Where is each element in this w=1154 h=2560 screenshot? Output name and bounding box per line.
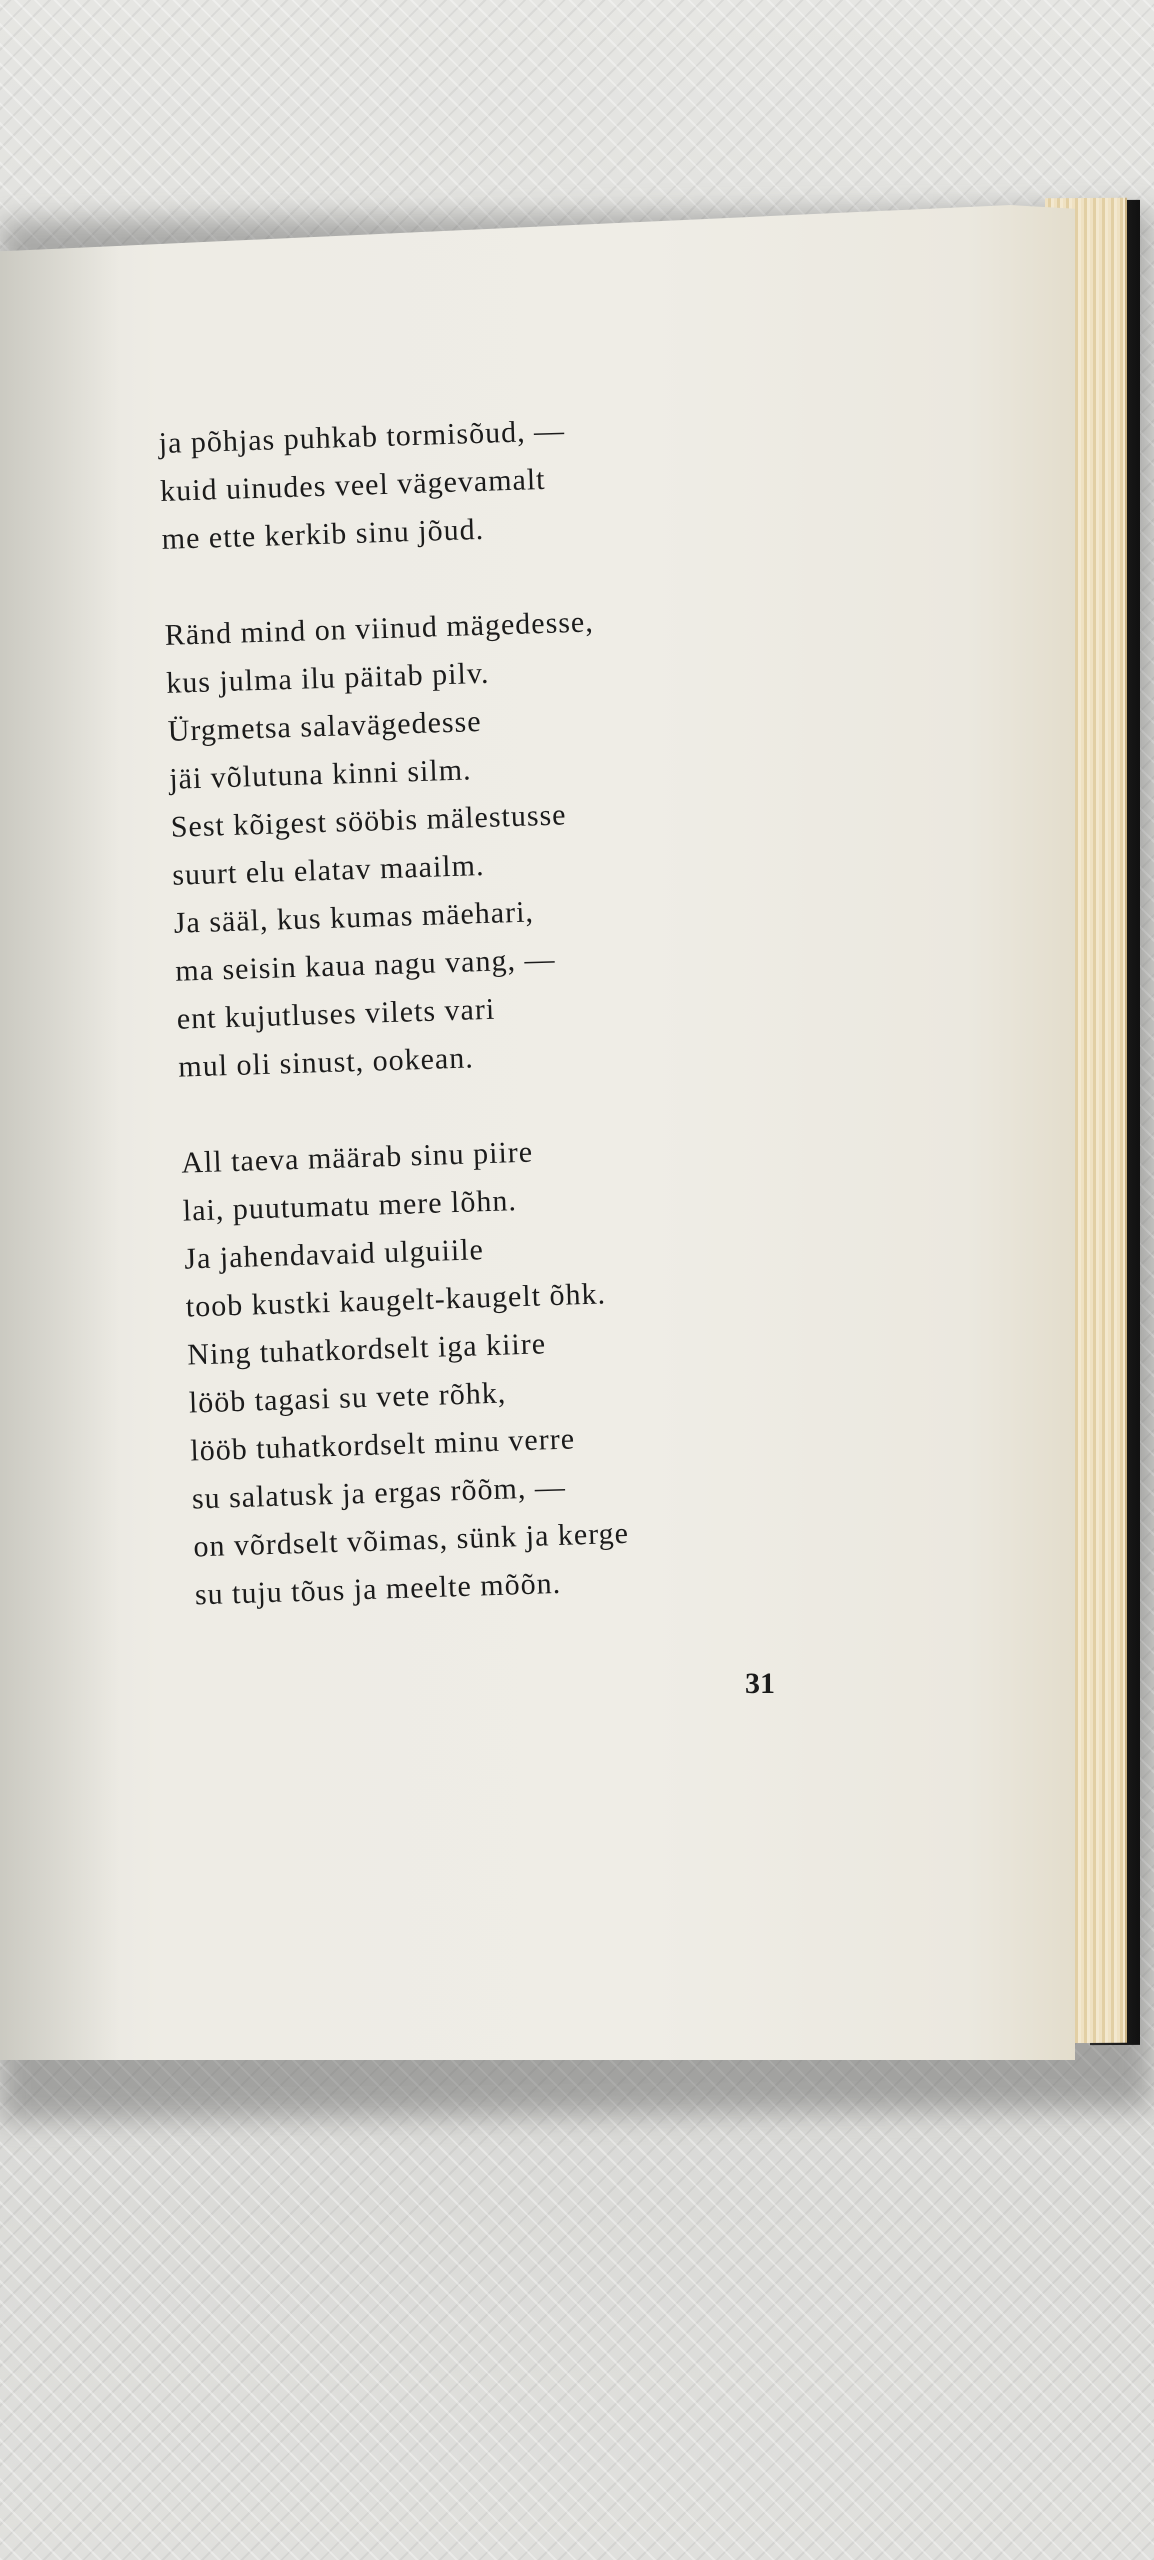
poem-line: ja põhjas puhkab tormisõud, — bbox=[158, 414, 566, 460]
poem-line: Ja sääl, kus kumas mäehari, bbox=[173, 895, 535, 940]
poem-line: Ränd mind on viinud mägedesse, bbox=[164, 605, 595, 652]
poem-text bbox=[158, 401, 817, 1668]
page-number: 31 bbox=[745, 1667, 775, 1700]
poem-line: kuid uinudes veel vägevamalt bbox=[159, 462, 546, 508]
poem-line: lööb tagasi su vete rõhk, bbox=[188, 1376, 507, 1420]
poem-line: kus julma ilu päitab pilv. bbox=[165, 656, 490, 700]
poem-line: lööb tuhatkordselt minu verre bbox=[189, 1422, 576, 1468]
poem-line: su tuju tõus ja meelte mõõn. bbox=[194, 1566, 562, 1612]
poem-line: on võrdselt võimas, sünk ja kerge bbox=[192, 1516, 630, 1564]
stanza bbox=[181, 1120, 816, 1619]
poem-line: mul oli sinust, ookean. bbox=[177, 1041, 475, 1084]
poem-line: jäi võlutuna kinni silm. bbox=[168, 753, 472, 796]
stanza bbox=[158, 401, 782, 564]
poem-line: suurt elu elatav maailm. bbox=[171, 848, 485, 892]
poem-line: Ning tuhatkordselt iga kiire bbox=[186, 1327, 547, 1372]
poem-line: su salatusk ja ergas rõõm, — bbox=[191, 1470, 567, 1516]
poem-line: Ürgmetsa salavägedesse bbox=[167, 704, 482, 748]
poem-line: ent kujutluses vilets vari bbox=[176, 992, 496, 1036]
poem-line: Sest kõigest sööbis mälestusse bbox=[170, 798, 567, 844]
stanza bbox=[164, 592, 799, 1091]
poem-line: ma seisin kaua nagu vang, — bbox=[174, 942, 556, 988]
poem-line: me ette kerkib sinu jõud. bbox=[161, 512, 485, 556]
poem-line: Ja jahendavaid ulguiile bbox=[183, 1233, 485, 1276]
poem-line: All taeva määrab sinu piire bbox=[180, 1135, 534, 1180]
poem-line: lai, puutumatu mere lõhn. bbox=[182, 1184, 518, 1228]
poem-line: toob kustki kaugelt-kaugelt õhk. bbox=[185, 1277, 607, 1324]
